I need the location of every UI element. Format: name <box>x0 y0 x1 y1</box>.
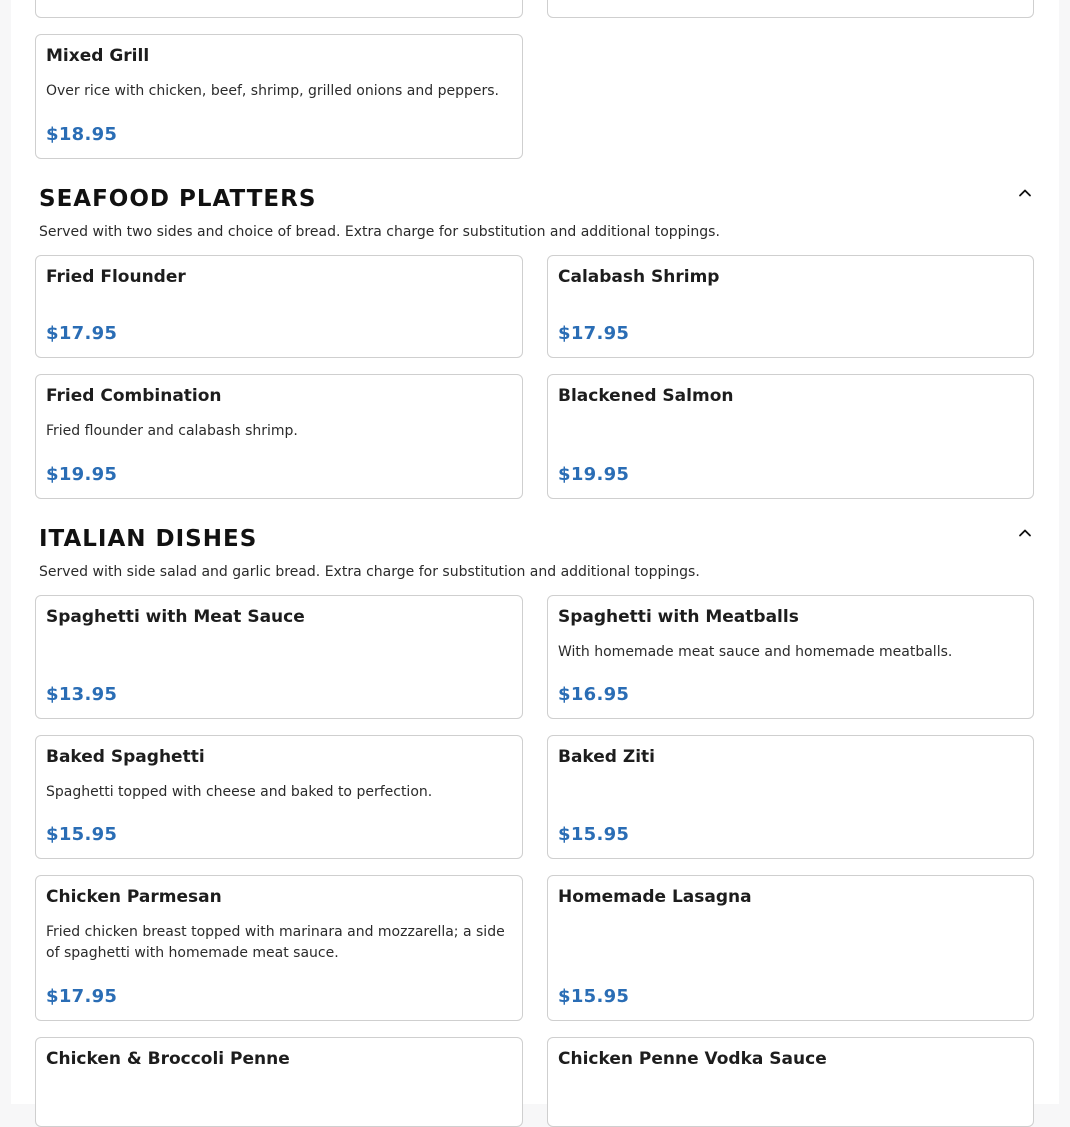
menu-item-card[interactable] <box>35 1037 523 1127</box>
menu-item-description: Fried flounder and calabash shrimp. <box>46 423 298 439</box>
section-title: ITALIAN DISHES <box>39 526 258 552</box>
menu-item-description: Spaghetti topped with cheese and baked to perfection. <box>46 784 433 800</box>
menu-item-name: Baked Spaghetti <box>46 747 205 767</box>
menu-item-name: Fried Combination <box>46 386 222 406</box>
menu-item-card[interactable] <box>35 595 523 719</box>
menu-item-price: $16.95 <box>558 684 630 705</box>
menu-item-price: $13.95 <box>46 684 118 705</box>
menu-item-card[interactable] <box>35 34 523 159</box>
menu-item-price: $15.95 <box>558 824 630 845</box>
menu-item-name: Spaghetti with Meat Sauce <box>46 607 305 627</box>
menu-item-name: Mixed Grill <box>46 46 150 66</box>
menu-item-description: Over rice with chicken, beef, shrimp, grilled onions and peppers. <box>46 83 499 99</box>
menu-item-description: Fried chicken breast topped with marinara and mozzarella; a side of spaghetti with homemade meat sauce. <box>46 924 505 961</box>
menu-item-card[interactable] <box>35 875 523 1021</box>
section-subtitle: Served with side salad and garlic bread. Extra charge for substitution and additional toppings. <box>39 564 700 580</box>
menu-item-card[interactable] <box>547 255 1034 358</box>
menu-item-card[interactable] <box>547 0 1034 18</box>
menu-item-name: Chicken Parmesan <box>46 887 222 907</box>
menu-item-name: Calabash Shrimp <box>558 267 720 287</box>
menu-item-card[interactable] <box>35 735 523 859</box>
menu-item-card[interactable] <box>35 374 523 499</box>
menu-item-price: $17.95 <box>46 323 118 344</box>
menu-item-name: Baked Ziti <box>558 747 656 767</box>
menu-item-price: $15.95 <box>558 986 630 1007</box>
menu-item-price: $17.95 <box>46 986 118 1007</box>
menu-item-name: Chicken & Broccoli Penne <box>46 1049 290 1069</box>
menu-item-price: $18.95 <box>46 124 118 145</box>
menu-item-card[interactable] <box>547 1037 1034 1127</box>
menu-item-price: $17.95 <box>558 323 630 344</box>
menu-item-name: Chicken Penne Vodka Sauce <box>558 1049 827 1069</box>
menu-item-description: With homemade meat sauce and homemade meatballs. <box>558 644 953 660</box>
menu-item-price: $19.95 <box>558 464 630 485</box>
chevron-up-icon[interactable] <box>1013 521 1037 545</box>
menu-item-price: $19.95 <box>46 464 118 485</box>
menu-item-card[interactable] <box>35 255 523 358</box>
menu-item-card[interactable] <box>547 875 1034 1021</box>
menu-item-card[interactable] <box>35 0 523 18</box>
menu-item-name: Homemade Lasagna <box>558 887 752 907</box>
section-title: SEAFOOD PLATTERS <box>39 186 317 212</box>
menu-item-card[interactable] <box>547 595 1034 719</box>
menu-item-name: Fried Flounder <box>46 267 186 287</box>
section-subtitle: Served with two sides and choice of bread. Extra charge for substitution and additional toppings. <box>39 224 720 240</box>
menu-item-price: $15.95 <box>46 824 118 845</box>
menu-item-card[interactable] <box>547 374 1034 499</box>
menu-item-name: Spaghetti with Meatballs <box>558 607 799 627</box>
menu-page <box>11 0 1059 1104</box>
menu-item-card[interactable] <box>547 735 1034 859</box>
menu-item-name: Blackened Salmon <box>558 386 734 406</box>
chevron-up-icon[interactable] <box>1013 181 1037 205</box>
